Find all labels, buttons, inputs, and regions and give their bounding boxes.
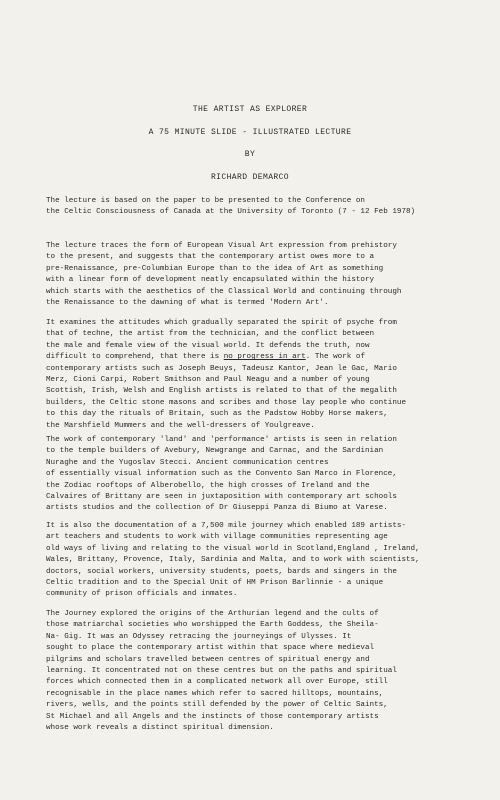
paragraph-2-underlined: no progress in art [223, 353, 306, 362]
author-name: RICHARD DEMARCO [210, 173, 289, 182]
paragraph-2 [46, 318, 478, 432]
page-title: THE ARTIST AS EXPLORER [192, 105, 308, 114]
intro-paragraph: The lecture is based on the paper to be presented to the Conference on the Celtic Consciousness of Canada at the University of Toronto (7 - 12 Feb 1978) [46, 197, 416, 217]
paragraph-5: The Journey explored the origins of the Arthurian legend and the cults of those matriarchal societies who worshipped the Earth Goddess, the Sheila- Na- Gig. It was an Odyssey retracing the journeyings of Ulysses. It sought to place the contemporary artist within that space where medieval pilgrims and scholars travelled between centres of spiritual energy and learning. It concentrated not on these centres but on the paths and spiritual forces which connected them in a complicated network all over Europe, still recognisable in the place names which refer to sacred hilltops, mountains, rivers, wells, and the points still defended by the power of Celtic Saints, St Michael and all Angels and the instincts of those contemporary artists whose work reveals a distinct spiritual dimension. [46, 610, 397, 733]
byline-by: BY [244, 150, 256, 159]
paragraph-2-text-b: . The work of contemporary artists such as Joseph Beuys, Tadeusz Kantor, Jean le Gac, Mario Merz, Cioni Carpi, Robert Smithson and Paul Neagu and a number of young Scottish, Irish, Welsh and English artists is related to that of the megalith builders, the Celtic stone masons and scribes and those lay people who continue to this day the rituals of Britain, such as the Padstow Hobby Horse makers, the Marshfield Mummers and the well-dressers of Youlgreave. [46, 353, 407, 430]
paragraph-4: It is also the documentation of a 7,500 mile journey which enabled 189 artists- art teachers and students to work with village communities representing age old ways of living and relating to the visual world in Scotland,England , Ireland, Wales, Brittany, Provence, Italy, Sardinia and Malta, and to work with scientists, doctors, social workers, university students, poets, bards and singers in the Celtic tradition and to the Special Unit of HM Prison Barlinnie - a unique community of prison officials and inmates. [46, 522, 420, 599]
paragraph-2-text-a: It examines the attitudes which gradually separated the spirit of psyche from that of techne, the artist from the technician, and the conflict between the male and female view of the visual world. It defends the truth, now difficult to comprehend, that there is [46, 319, 397, 362]
paragraph-1: The lecture traces the form of European Visual Art expression from prehistory to the present, and suggests that the contemporary artist owes more to a pre-Renaissance, pre-Columbian Europe than to the idea of Art as something with a linear form of development neatly encapsulated within the history which starts with the aesthetics of the Classical World and continuing through the Renaissance to the dawning of what is termed 'Modern Art'. [46, 242, 402, 308]
paragraph-3: The work of contemporary 'land' and 'performance' artists is seen in relation to the temple builders of Avebury, Newgrange and Carnac, and the Sardinian Nuraghe and the Yugoslav Stecci. Ancient communication centres of essentially visual information such as the Convento San Marco in Florence, the Zodiac rooftops of Alberobello, the high crosses of Ireland and the Calvaires of Brittany are seen in juxtaposition with contemporary art schools artists studios and the collection of Dr Giuseppi Panza di Biumo at Varese. [46, 436, 397, 513]
page-subtitle: A 75 MINUTE SLIDE - ILLUSTRATED LECTURE [148, 128, 352, 137]
